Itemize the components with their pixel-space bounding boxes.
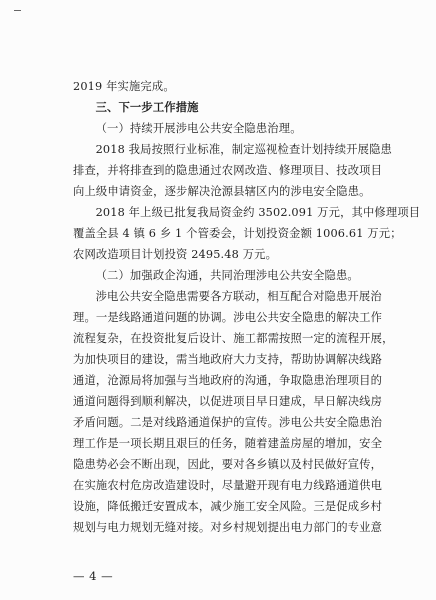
text-line: 向上级申请资金，逐步解决沧源县辖区内的涉电安全隐患。	[73, 185, 371, 198]
text-line: 通道问题得到顺利解决，以促进项目早日建成，早日解决线房	[73, 395, 383, 408]
corner-mark	[14, 10, 21, 11]
paragraph-continuation	[73, 76, 373, 97]
text-line: 为加快项目的建设，需当地政府大力支持，帮助协调解决线路	[73, 353, 383, 366]
paragraph	[73, 286, 394, 538]
text-line: 排查，并将排查到的隐患通过农网改造、修理项目、技改项目	[73, 164, 383, 177]
subsection-heading	[73, 265, 373, 286]
text-line: 农网改造项目计划投资 2495.48 万元。	[73, 248, 278, 261]
paragraph	[73, 139, 392, 202]
text-line: 设施，降低搬迁安置成本，减少施工安全风险。三是促成乡村	[73, 500, 383, 513]
text-line: 流程复杂，在投资批复后设计、施工都需按照一定的流程开展，	[73, 332, 394, 345]
text-line: 理工作是一项长期且艰巨的任务，随着建盖房屋的增加，安全	[73, 437, 383, 450]
text-line: 2019 年实施完成。	[73, 80, 175, 93]
text-line: 2018 年上级已批复我局资金约 3502.091 万元，其中修理项目	[95, 206, 421, 219]
document-body	[73, 76, 421, 538]
text-line: 通道，沧源局将加强与当地政府的沟通，争取隐患治理项目的	[73, 374, 383, 387]
text-line: 理。一是线路通道问题的协调。涉电公共安全隐患的解决工作	[73, 311, 383, 324]
subsection-heading	[73, 118, 373, 139]
subsection-heading-text: （二）加强政企沟通，共同治理涉电公共安全隐患。	[95, 269, 359, 282]
subsection-heading-text: （一）持续开展涉电公共安全隐患治理。	[95, 122, 302, 135]
section-heading-text: 三、下一步工作措施	[95, 100, 199, 114]
text-line: 涉电公共安全隐患需要各方联动，相互配合对隐患开展治	[95, 290, 382, 303]
text-line: 隐患势必会不断出现，因此，要对各乡镇以及村民做好宣传，	[73, 458, 383, 471]
text-line: 矛盾问题。二是对线路通道保护的宣传。涉电公共安全隐患治	[73, 416, 383, 429]
text-line: 2018 我局按照行业标准，制定巡视检查计划持续开展隐患	[95, 143, 392, 156]
text-line: 规划与电力规划无缝对接。对乡村规划提出电力部门的专业意	[73, 521, 383, 534]
section-heading	[73, 97, 373, 118]
paragraph	[73, 202, 421, 265]
page-number: — 4 —	[73, 569, 114, 583]
text-line: 在实施农村危房改造建设时，尽量避开现有电力线路通道供电	[73, 479, 383, 492]
text-line: 覆盖全县 4 镇 6 乡 1 个管委会，计划投资金额 1006.61 万元；	[73, 227, 402, 240]
